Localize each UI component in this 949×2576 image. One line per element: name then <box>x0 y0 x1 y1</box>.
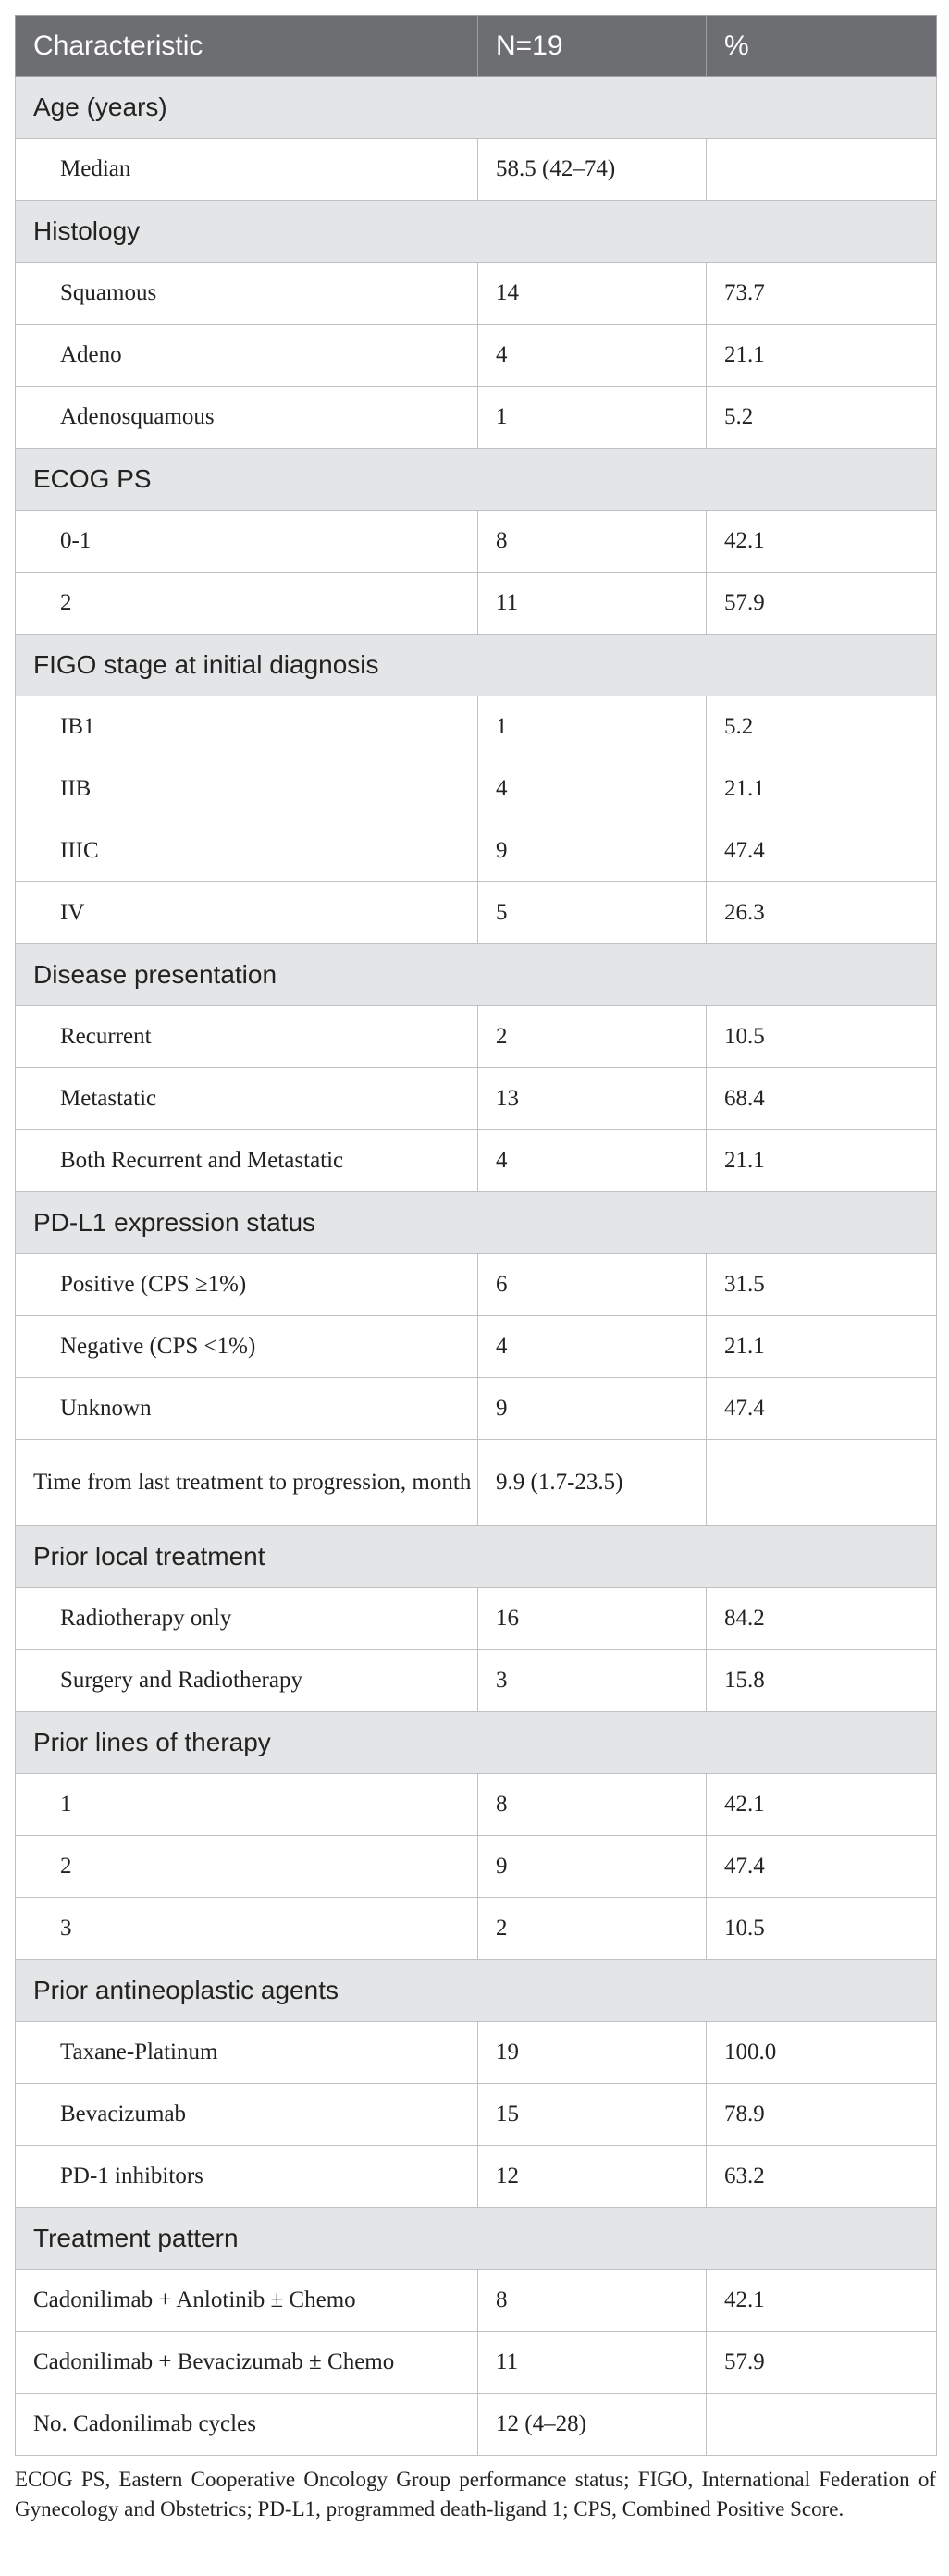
row-label: No. Cadonilimab cycles <box>16 2394 478 2456</box>
row-label: IIIC <box>16 820 478 882</box>
section-label: PD-L1 expression status <box>16 1192 937 1254</box>
row-label: PD-1 inhibitors <box>16 2146 478 2208</box>
section-row <box>16 1526 937 1588</box>
table-footnote: ECOG PS, Eastern Cooperative Oncology Group performance status; FIGO, International Federation of Gynecology and Obstetrics; PD-L1, programmed death-ligand 1; CPS, Combined Positive Score. <box>15 2468 936 2521</box>
row-label: 1 <box>16 1774 478 1836</box>
row-n-value: 58.5 (42–74) <box>478 139 707 201</box>
table-row <box>16 820 937 882</box>
section-row <box>16 1712 937 1774</box>
section-row <box>16 1192 937 1254</box>
row-percent-value: 31.5 <box>707 1254 937 1316</box>
row-n-value: 3 <box>478 1650 707 1712</box>
table-row <box>16 1316 937 1378</box>
row-label: Metastatic <box>16 1068 478 1130</box>
row-n-value: 11 <box>478 2332 707 2394</box>
table-row <box>16 1006 937 1068</box>
table-row <box>16 1898 937 1960</box>
row-label: Surgery and Radiotherapy <box>16 1650 478 1712</box>
header-n: N=19 <box>478 16 707 77</box>
row-label: Adenosquamous <box>16 387 478 449</box>
section-label: ECOG PS <box>16 449 937 511</box>
section-label: Prior lines of therapy <box>16 1712 937 1774</box>
row-percent-value: 42.1 <box>707 1774 937 1836</box>
characteristics-table-container <box>15 15 936 2456</box>
row-percent-value: 68.4 <box>707 1068 937 1130</box>
row-label: IB1 <box>16 696 478 758</box>
row-n-value: 13 <box>478 1068 707 1130</box>
row-percent-value: 5.2 <box>707 696 937 758</box>
section-row <box>16 201 937 263</box>
row-n-value: 4 <box>478 1130 707 1192</box>
table-row <box>16 2084 937 2146</box>
row-percent-value: 84.2 <box>707 1588 937 1650</box>
table-row <box>16 1130 937 1192</box>
table-row <box>16 758 937 820</box>
row-n-value: 11 <box>478 573 707 635</box>
row-percent-value: 57.9 <box>707 573 937 635</box>
row-label: Cadonilimab + Bevacizumab ± Chemo <box>16 2332 478 2394</box>
section-label: Prior antineoplastic agents <box>16 1960 937 2022</box>
section-label: Histology <box>16 201 937 263</box>
row-n-value: 9 <box>478 1378 707 1440</box>
row-n-value: 5 <box>478 882 707 944</box>
row-label: 2 <box>16 1836 478 1898</box>
row-percent-value: 15.8 <box>707 1650 937 1712</box>
row-percent-value: 63.2 <box>707 2146 937 2208</box>
row-label: Cadonilimab + Anlotinib ± Chemo <box>16 2270 478 2332</box>
section-label: Prior local treatment <box>16 1526 937 1588</box>
table-row <box>16 2394 937 2456</box>
table-row <box>16 2146 937 2208</box>
row-n-value: 4 <box>478 1316 707 1378</box>
row-percent-value: 47.4 <box>707 1378 937 1440</box>
row-label: Taxane-Platinum <box>16 2022 478 2084</box>
row-n-value: 4 <box>478 325 707 387</box>
row-percent-value: 10.5 <box>707 1898 937 1960</box>
row-label: IV <box>16 882 478 944</box>
section-row <box>16 449 937 511</box>
row-n-value: 1 <box>478 696 707 758</box>
row-label: Squamous <box>16 263 478 325</box>
row-percent-value: 78.9 <box>707 2084 937 2146</box>
row-n-value: 4 <box>478 758 707 820</box>
table-row <box>16 1650 937 1712</box>
table-row <box>16 882 937 944</box>
row-percent-value: 100.0 <box>707 2022 937 2084</box>
table-row <box>16 263 937 325</box>
row-label: Adeno <box>16 325 478 387</box>
characteristics-table <box>15 15 937 2456</box>
row-label: Positive (CPS ≥1%) <box>16 1254 478 1316</box>
section-label: Age (years) <box>16 77 937 139</box>
table-row <box>16 1774 937 1836</box>
table-row <box>16 1378 937 1440</box>
row-label: Unknown <box>16 1378 478 1440</box>
row-label: Recurrent <box>16 1006 478 1068</box>
table-row <box>16 325 937 387</box>
section-label: FIGO stage at initial diagnosis <box>16 635 937 696</box>
section-row <box>16 77 937 139</box>
row-label: Time from last treatment to progression, month <box>16 1440 478 1526</box>
table-row <box>16 696 937 758</box>
row-percent-value: 47.4 <box>707 820 937 882</box>
table-row <box>16 1588 937 1650</box>
row-n-value: 14 <box>478 263 707 325</box>
row-n-value: 8 <box>478 1774 707 1836</box>
row-label: IIB <box>16 758 478 820</box>
row-n-value: 1 <box>478 387 707 449</box>
table-row <box>16 387 937 449</box>
row-label: Radiotherapy only <box>16 1588 478 1650</box>
row-percent-value: 10.5 <box>707 1006 937 1068</box>
table-row <box>16 1068 937 1130</box>
section-label: Disease presentation <box>16 944 937 1006</box>
row-n-value: 19 <box>478 2022 707 2084</box>
row-label: 0-1 <box>16 511 478 573</box>
row-label: Bevacizumab <box>16 2084 478 2146</box>
row-n-value: 8 <box>478 511 707 573</box>
table-body <box>16 77 937 2456</box>
table-row <box>16 511 937 573</box>
row-percent-value <box>707 139 937 201</box>
row-percent-value <box>707 2394 937 2456</box>
row-percent-value: 47.4 <box>707 1836 937 1898</box>
header-percent: % <box>707 16 937 77</box>
row-percent-value: 21.1 <box>707 1316 937 1378</box>
row-percent-value <box>707 1440 937 1526</box>
row-label: 2 <box>16 573 478 635</box>
row-label: Negative (CPS <1%) <box>16 1316 478 1378</box>
table-row <box>16 1836 937 1898</box>
row-label: Both Recurrent and Metastatic <box>16 1130 478 1192</box>
section-label: Treatment pattern <box>16 2208 937 2270</box>
row-n-value: 12 (4–28) <box>478 2394 707 2456</box>
row-n-value: 6 <box>478 1254 707 1316</box>
row-percent-value: 42.1 <box>707 2270 937 2332</box>
row-percent-value: 21.1 <box>707 1130 937 1192</box>
table-row <box>16 2022 937 2084</box>
row-n-value: 15 <box>478 2084 707 2146</box>
table-row <box>16 573 937 635</box>
row-percent-value: 5.2 <box>707 387 937 449</box>
section-row <box>16 1960 937 2022</box>
row-percent-value: 73.7 <box>707 263 937 325</box>
table-row <box>16 1254 937 1316</box>
row-n-value: 9 <box>478 1836 707 1898</box>
row-n-value: 8 <box>478 2270 707 2332</box>
row-label: Median <box>16 139 478 201</box>
row-n-value: 9 <box>478 820 707 882</box>
row-percent-value: 26.3 <box>707 882 937 944</box>
section-row <box>16 2208 937 2270</box>
row-n-value: 2 <box>478 1006 707 1068</box>
row-percent-value: 21.1 <box>707 325 937 387</box>
header-characteristic: Characteristic <box>16 16 478 77</box>
table-row <box>16 2270 937 2332</box>
table-row <box>16 2332 937 2394</box>
row-n-value: 2 <box>478 1898 707 1960</box>
row-n-value: 12 <box>478 2146 707 2208</box>
table-header-row <box>16 16 937 77</box>
row-percent-value: 42.1 <box>707 511 937 573</box>
row-label: 3 <box>16 1898 478 1960</box>
row-n-value: 9.9 (1.7-23.5) <box>478 1440 707 1526</box>
row-percent-value: 57.9 <box>707 2332 937 2394</box>
table-row <box>16 1440 937 1526</box>
section-row <box>16 635 937 696</box>
table-row <box>16 139 937 201</box>
section-row <box>16 944 937 1006</box>
row-n-value: 16 <box>478 1588 707 1650</box>
row-percent-value: 21.1 <box>707 758 937 820</box>
